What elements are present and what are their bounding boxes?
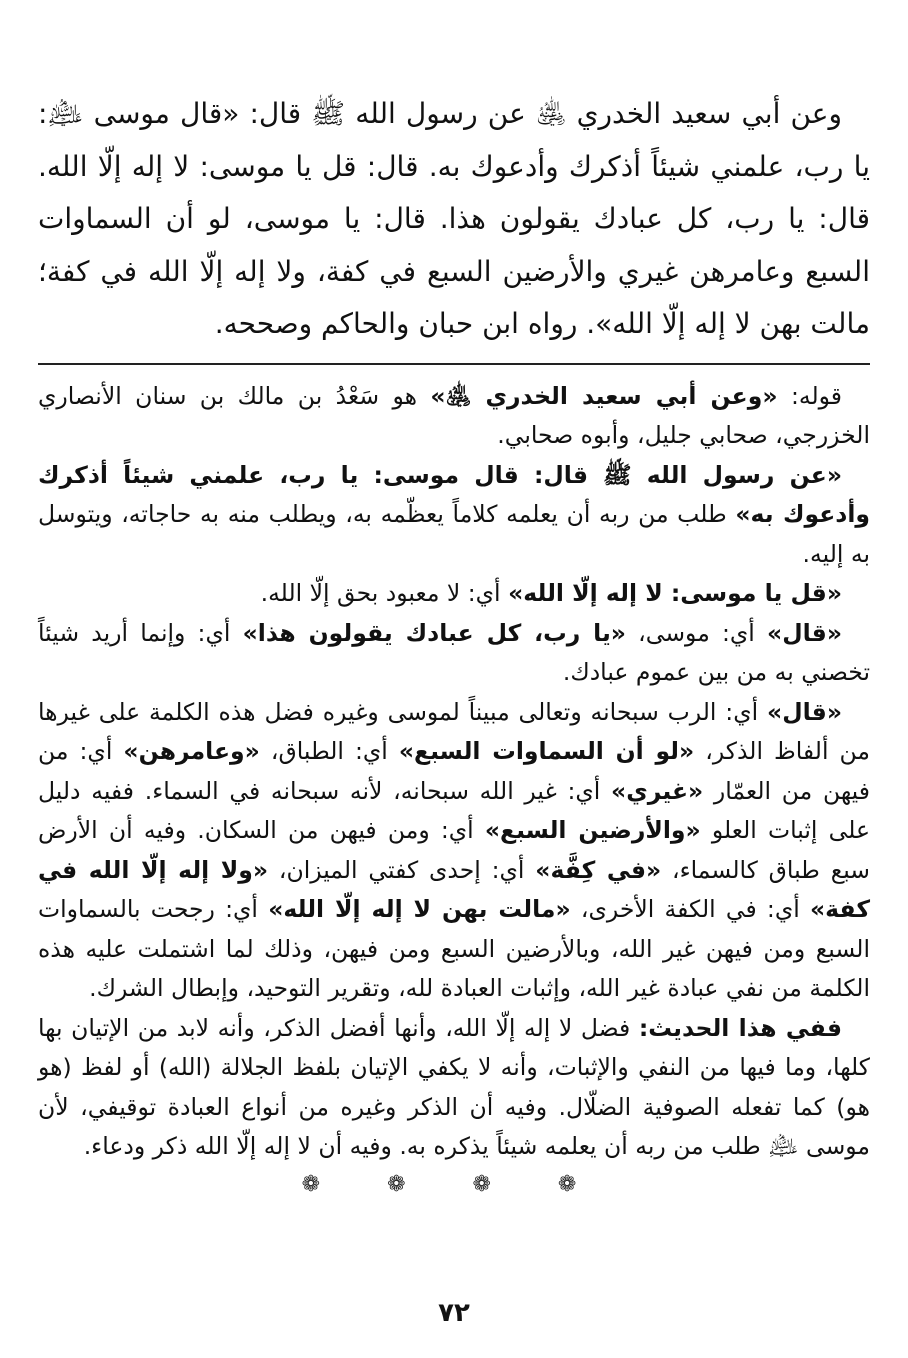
text-span: أي: غير الله سبحانه، لأنه سبحانه في السماء. ففيه دليل على إثبات العلو xyxy=(38,776,870,844)
page-number: ٧٢ xyxy=(438,1298,470,1328)
commentary-paragraph-3 xyxy=(38,574,870,614)
section-lead: ففي هذا الحديث: xyxy=(638,1013,842,1042)
text-span: أي: لا معبود بحق إلّا الله. xyxy=(260,579,509,607)
text-span: طلب من ربه أن يعلمه كلاماً يعظّمه به، ويطلب منه به حاجاته، ويتوسل به إليه. xyxy=(38,500,870,568)
bold-quote: «وعن أبي سعيد الخدري ﵁» xyxy=(430,381,778,410)
bold-quote: «مالت بهن لا إله إلّا الله» xyxy=(268,895,571,923)
text-span: أي: وإنما أريد شيئاً تخصني به من بين عموم عبادك. xyxy=(38,618,870,686)
bold-quote: «غيري» xyxy=(611,776,704,805)
commentary-paragraph-5 xyxy=(38,693,870,1009)
bold-quote: «ولا إله إلّا الله في كفة» xyxy=(38,855,870,923)
footnote-divider xyxy=(38,363,870,365)
bold-quote: «قال» xyxy=(767,697,842,726)
text-span: أي: في الكفة الأخرى، xyxy=(570,895,810,923)
bold-quote: «عن رسول الله ﷺ قال: قال موسى: يا رب، علمني شيئاً أذكرك وأدعوك به» xyxy=(38,460,870,528)
bold-quote: «وعامرهن» xyxy=(123,737,260,765)
text-span: فضل لا إله إلّا الله، وأنها أفضل الذكر، وأنه لابد من الإتيان بها كلها، وما فيها من النفي والإثبات، وأنه لا يكفي الإتيان بلفظ الجلالة (الله) أو لفظ (هو هو) كما تفعله الصوفية الضلّال. وفيه أن الذكر وغيره من أنواع العبادة توقيفي، لأن موسى ﵇ طلب من ربه أن يعلمه شيئاً يذكره به. وفيه أن لا إله إلّا الله ذكر ودعاء. xyxy=(38,1013,870,1160)
commentary-paragraph-6 xyxy=(38,1009,870,1167)
text-span: أي: ومن فيهن من السكان. وفيه أن الأرض سبع طباق كالسماء، xyxy=(38,816,870,884)
text-span: أي: إحدى كفتي الميزان، xyxy=(268,855,536,884)
text-span: أي: الرب سبحانه وتعالى مبيناً لموسى وغيره فضل هذه الكلمة على غيرها من ألفاظ الذكر، xyxy=(38,697,871,765)
page-content xyxy=(38,88,870,1203)
text-span: أي: رجحت بالسماوات السبع ومن فيهن غير الله، وبالأرضين السبع ومن فيهن، وذلك لما اشتملت عليه هذه الكلمة من نفي عبادة غير الله، وإثبات العبادة لله، وتقرير التوحيد، وإبطال الشرك. xyxy=(38,895,870,1002)
bold-quote: «في كِفَّة» xyxy=(535,855,662,884)
bold-quote: «لو أن السماوات السبع» xyxy=(398,737,695,765)
text-span: أي: موسى، xyxy=(625,618,768,647)
bold-quote: «قل يا موسى: لا إله إلّا الله» xyxy=(508,579,842,607)
bold-quote: «والأرضين السبع» xyxy=(484,816,701,844)
bold-quote: «يا رب، كل عبادك يقولون هذا» xyxy=(242,618,626,647)
text-span: قوله: xyxy=(777,381,842,410)
text-span: أي: الطباق، xyxy=(259,737,399,765)
commentary-paragraph-2 xyxy=(38,456,870,575)
text-span: أي: من فيهن من العمّار xyxy=(38,737,870,805)
bold-quote: «قال» xyxy=(767,618,842,647)
ornament-divider: ❁ ❁ ❁ ❁ xyxy=(301,1171,607,1197)
commentary-paragraph-1 xyxy=(38,377,870,456)
commentary xyxy=(38,377,870,1203)
commentary-paragraph-4 xyxy=(38,614,870,693)
hadith-text: وعن أبي سعيد الخدري ﵁ عن رسول الله ﷺ قال: «قال موسى ﵇: يا رب، علمني شيئاً أذكرك وأدعوك به. قال: قل يا موسى: لا إله إلّا الله. قال: يا رب، كل عبادك يقولون هذا. قال: يا موسى، لو أن السماوات السبع وعامرهن غيري والأرضين السبع في كفة، ولا إله إلّا الله في كفة؛ مالت بهن لا إله إلّا الله». رواه ابن حبان والحاكم وصححه. xyxy=(38,97,870,340)
text-span: هو سَعْدُ بن مالك بن سنان الأنصاري الخزرجي، صحابي جليل، وأبوه صحابي. xyxy=(38,381,870,449)
